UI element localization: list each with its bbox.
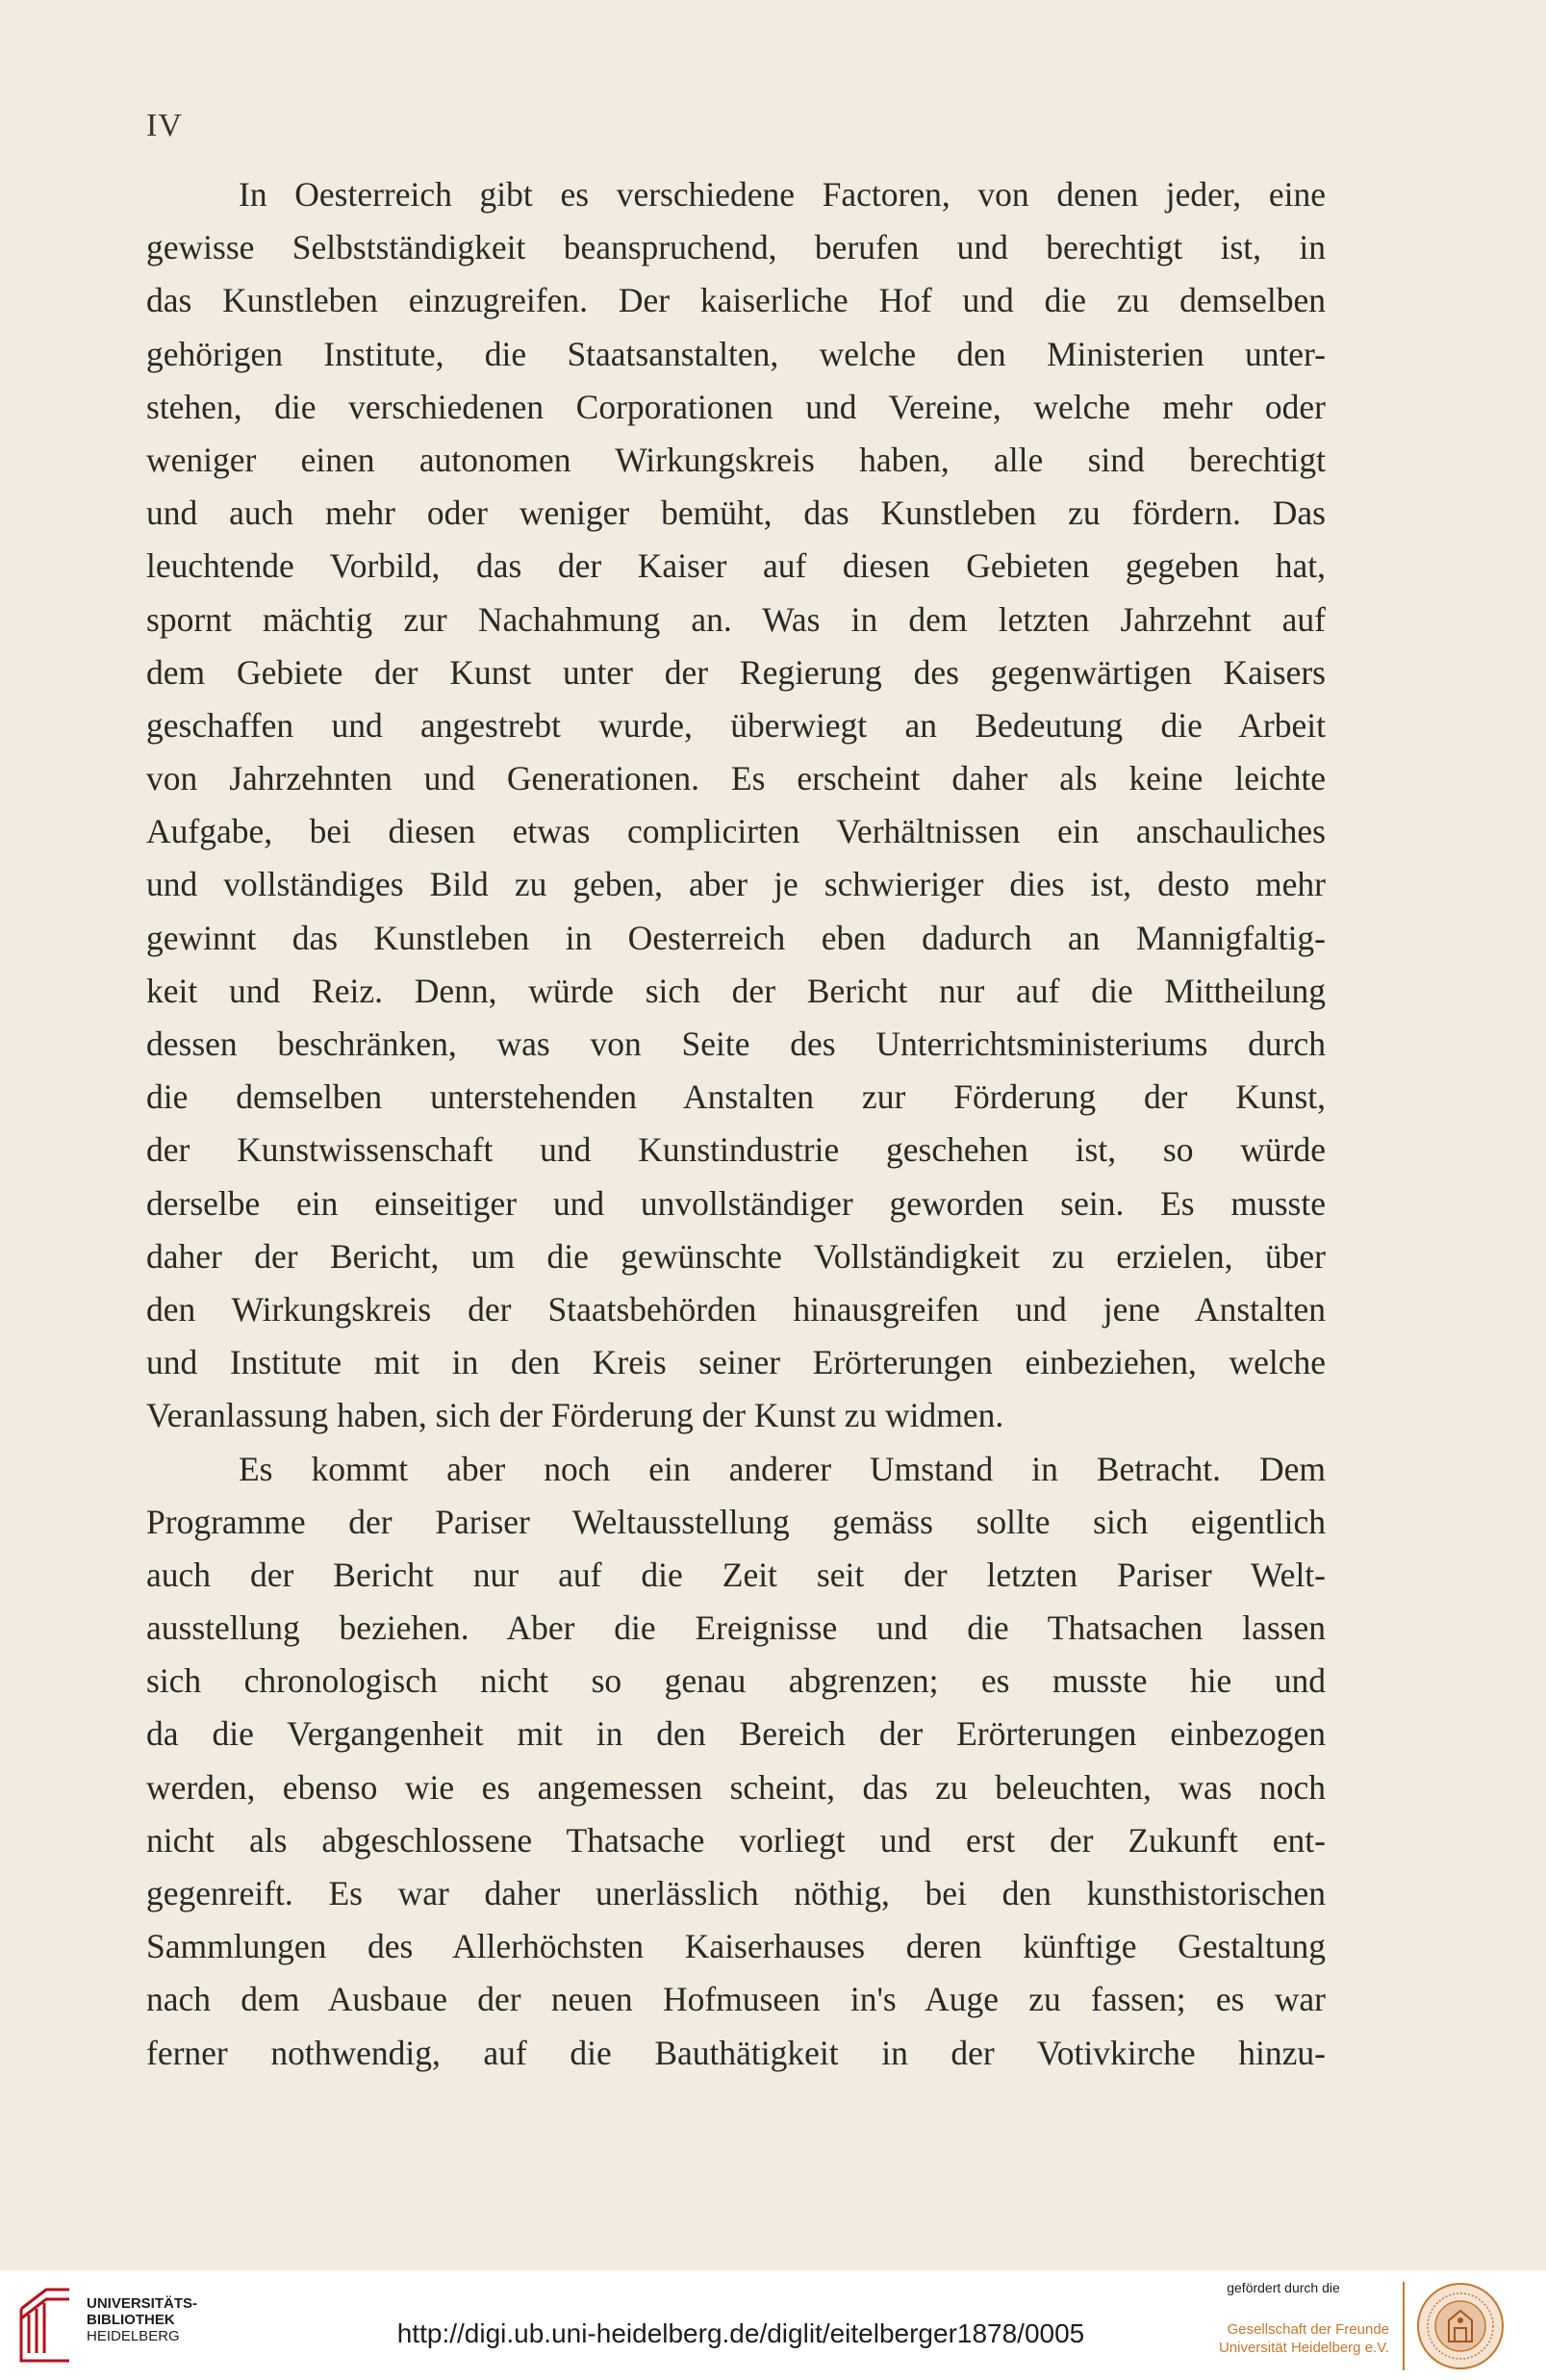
- society-seal-icon: [1416, 2282, 1505, 2370]
- university-library-name: [87, 2295, 197, 2344]
- text-line: ausstellung beziehen. Aber die Ereignisse und die Thatsachen lassen: [146, 1608, 1326, 1648]
- body-text: [146, 168, 1326, 2080]
- text-line: dem Gebiete der Kunst unter der Regierung des gegenwärtigen Kaisers: [146, 652, 1326, 692]
- footer-bar: [0, 2270, 1546, 2380]
- text-line: gewinnt das Kunstleben in Oesterreich eben dadurch an Mannigfaltig-: [146, 918, 1326, 957]
- text-line: Aufgabe, bei diesen etwas complicirten Verhältnissen ein anschauliches: [146, 812, 1326, 851]
- text-line: Veranlassung haben, sich der Förderung der Kunst zu widmen.: [146, 1396, 1004, 1435]
- text-line: Programme der Pariser Weltausstellung gemäss sollte sich eigentlich: [146, 1502, 1326, 1541]
- text-line: In Oesterreich gibt es verschiedene Factoren, von denen jeder, eine: [239, 175, 1326, 214]
- text-line: der Kunstwissenschaft und Kunstindustrie geschehen ist, so würde: [146, 1130, 1326, 1170]
- text-line: werden, ebenso wie es angemessen scheint, das zu beleuchten, was noch: [146, 1767, 1326, 1807]
- text-line: gehörigen Institute, die Staatsanstalten, welche den Ministerien unter-: [146, 334, 1326, 373]
- text-line: dessen beschränken, was von Seite des Unterrichtsministeriums durch: [146, 1025, 1326, 1063]
- sponsor-name-line: Universität Heidelberg e.V.: [1218, 2340, 1389, 2356]
- text-line: gewisse Selbstständigkeit beanspruchend, berufen und berechtigt ist, in: [146, 228, 1326, 267]
- text-line: Sammlungen des Allerhöchsten Kaiserhauses deren künftige Gestaltung: [146, 1927, 1326, 1966]
- text-line: nicht als abgeschlossene Thatsache vorliegt und erst der Zukunft ent-: [146, 1820, 1326, 1860]
- text-line: von Jahrzehnten und Generationen. Es erscheint daher als keine leichte: [146, 759, 1326, 798]
- university-library-logo-icon: [13, 2282, 77, 2368]
- page-number: IV: [146, 108, 183, 143]
- text-line: spornt mächtig zur Nachahmung an. Was in dem letzten Jahrzehnt auf: [146, 599, 1326, 639]
- text-line: die demselben unterstehenden Anstalten zur Förderung der Kunst,: [146, 1077, 1326, 1117]
- library-name-line: BIBLIOTHEK: [87, 2312, 175, 2328]
- sponsor-label: gefördert durch die: [1227, 2280, 1340, 2295]
- sponsor-divider: [1403, 2282, 1405, 2370]
- library-name-line: UNIVERSITÄTS-: [87, 2295, 198, 2312]
- text-line: geschaffen und angestrebt wurde, überwiegt an Bedeutung die Arbeit: [146, 705, 1326, 745]
- text-line: da die Vergangenheit mit in den Bereich der Erörterungen einbezogen: [146, 1714, 1326, 1754]
- text-line: und vollständiges Bild zu geben, aber je schwieriger dies ist, desto mehr: [146, 865, 1326, 904]
- library-name-line: HEIDELBERG: [87, 2328, 180, 2344]
- text-line: weniger einen autonomen Wirkungskreis haben, alle sind berechtigt: [146, 440, 1326, 479]
- text-line: Es kommt aber noch ein anderer Umstand in Betracht. Dem: [239, 1449, 1326, 1488]
- text-line: derselbe ein einseitiger und unvollständiger geworden sein. Es musste: [146, 1183, 1326, 1223]
- text-line: das Kunstleben einzugreifen. Der kaiserliche Hof und die zu demselben: [146, 281, 1326, 320]
- text-line: daher der Bericht, um die gewünschte Vollständigkeit zu erzielen, über: [146, 1236, 1326, 1276]
- text-line: und auch mehr oder weniger bemüht, das Kunstleben zu fördern. Das: [146, 494, 1326, 533]
- text-line: sich chronologisch nicht so genau abgrenzen; es musste hie und: [146, 1661, 1326, 1701]
- text-line: stehen, die verschiedenen Corporationen und Vereine, welche mehr oder: [146, 387, 1326, 426]
- text-line: leuchtende Vorbild, das der Kaiser auf diesen Gebieten gegeben hat,: [146, 546, 1326, 586]
- text-line: nach dem Ausbaue der neuen Hofmuseen in's Auge zu fassen; es war: [146, 1980, 1326, 2019]
- text-line: den Wirkungskreis der Staatsbehörden hinausgreifen und jene Anstalten: [146, 1289, 1326, 1329]
- text-line: gegenreift. Es war daher unerlässlich nöthig, bei den kunsthistorischen: [146, 1874, 1326, 1912]
- text-line: auch der Bericht nur auf die Zeit seit der letzten Pariser Welt-: [146, 1555, 1326, 1594]
- permalink-url[interactable]: http://digi.ub.uni-heidelberg.de/diglit/eitelberger1878/0005: [396, 2318, 1085, 2348]
- text-line: keit und Reiz. Denn, würde sich der Bericht nur auf die Mittheilung: [146, 971, 1326, 1010]
- text-line: und Institute mit in den Kreis seiner Erörterungen einbeziehen, welche: [146, 1343, 1326, 1382]
- text-line: ferner nothwendig, auf die Bauthätigkeit in der Votivkirche hinzu-: [146, 2033, 1326, 2072]
- sponsor-name: [1187, 2320, 1389, 2357]
- sponsor-name-line: Gesellschaft der Freunde: [1227, 2321, 1389, 2338]
